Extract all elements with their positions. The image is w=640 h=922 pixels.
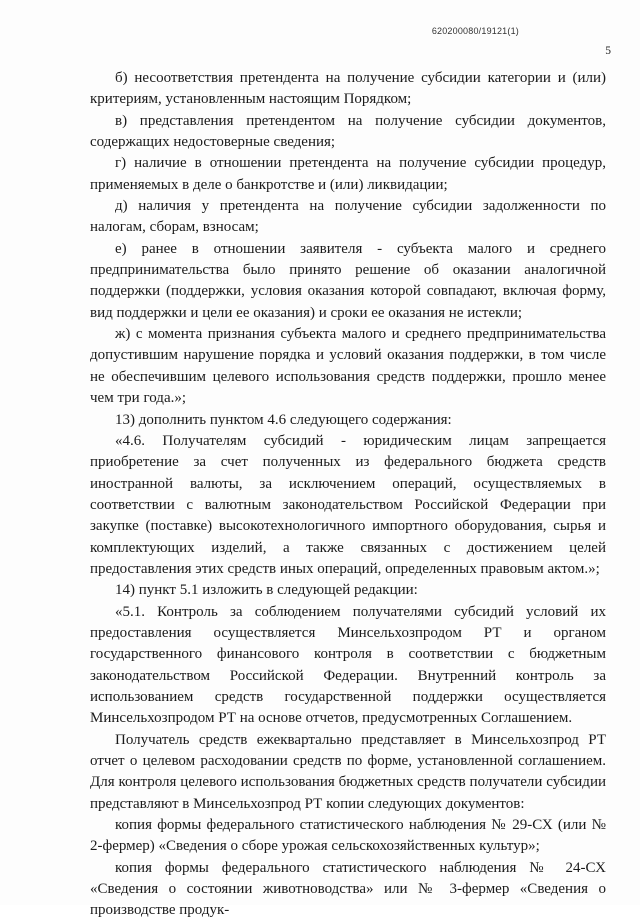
- paragraph-item-b: б) несоответствия претендента на получение субсидии категории и (или) критериям, установленным настоящим Порядком;: [90, 70, 606, 108]
- paragraph-item-d: д) наличия у претендента на получение субсидии задолженности по налогам, сборам, взносам;: [90, 198, 606, 236]
- paragraph-clause-4-6: «4.6. Получателям субсидий - юридическим лицам запрещается приобретение за счет полученных из федерального бюджета средств иностранной валюты, за исключением операций, осуществляемых в соответствии с валютным законодательством Российской Федерации при закупке (поставке) высокотехнологичного импортного оборудования, сырья и комплектующих изделий, а также связанных с достижением целей предоставления этих средств иных операций, определенных правовым актом.»;: [90, 432, 606, 577]
- paragraph-form-24-sx: копия формы федерального статистического наблюдения № 24-СХ «Сведения о состоянии животноводства» или № 3-фермер «Сведения о производстве продук-: [90, 859, 606, 919]
- paragraph-item-v: в) представления претендентом на получение субсидии документов, содержащих недостоверные сведения;: [90, 112, 606, 151]
- paragraph-item-e: е) ранее в отношении заявителя - субъекта малого и среднего предпринимательства было принято решение об оказании аналогичной поддержки (поддержки, условия оказания которой совпадают, включая форму, вид поддержки и цели ее оказания) и сроки ее оказания не истекли;: [90, 240, 606, 321]
- paragraph-item-zh: ж) с момента признания субъекта малого и среднего предпринимательства допустившим нарушение порядка и условий оказания поддержки, в том числе не обеспечившим целевого использования средств поддержки, прошло менее чем три года.»;: [90, 326, 606, 407]
- paragraph-clause-5-1: «5.1. Контроль за соблюдением получателями субсидий условий их предоставления осуществляется Минсельхозпродом РТ и органом государственного финансового контроля в соответствии с бюджетным законодательством Российской Федерации. Внутренний контроль за использованием средств государственной поддержки осуществляется Минсельхозпродом РТ на основе отчетов, предусмотренных Соглашением.: [90, 603, 606, 727]
- paragraph-form-29-sx: копия формы федерального статистического наблюдения № 29-СХ (или № 2-фермер) «Сведения о сборе урожая сельскохозяйственных культур»;: [90, 817, 606, 855]
- paragraph-item-g: г) наличие в отношении претендента на получение субсидии процедур, применяемых в деле о банкротстве и (или) ликвидации;: [90, 155, 606, 193]
- document-body: [90, 68, 606, 922]
- paragraph-amendment-13: 13) дополнить пунктом 4.6 следующего содержания:: [115, 411, 452, 428]
- paragraph-reporting: Получатель средств ежеквартально представляет в Минсельхозпрод РТ отчет о целевом расходовании средств по форме, установленной соглашением. Для контроля целевого использования бюджетных средств получатели субсидии представляют в Минсельхозпрод РТ копии следующих документов:: [90, 731, 606, 812]
- page-number: 5: [605, 45, 611, 57]
- paragraph-amendment-14: 14) пункт 5.1 изложить в следующей редакции:: [115, 582, 418, 599]
- document-id: 620200080/19121(1): [431, 26, 519, 36]
